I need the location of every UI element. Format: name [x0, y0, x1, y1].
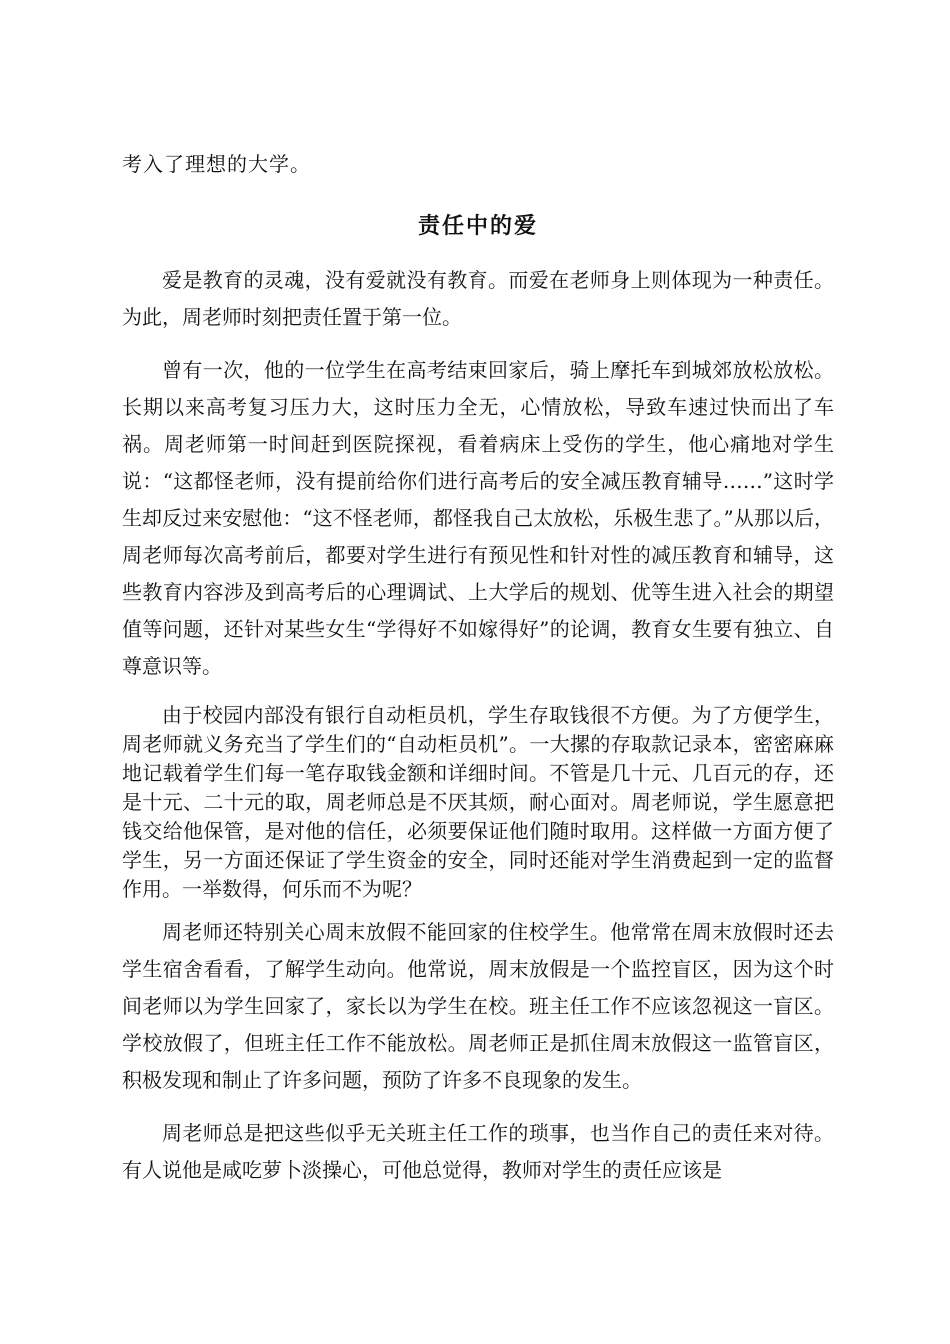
document-body: [122, 148, 834, 1205]
paragraph-1: 爱是教育的灵魂，没有爱就没有教育。而爱在老师身上则体现为一种责任。为此，周老师时刻把责任置于第一位。: [122, 268, 834, 329]
continuation-line: 考入了理想的大学。: [122, 152, 311, 176]
paragraph-4: 周老师还特别关心周末放假不能回家的住校学生。他常常在周末放假时还去学生宿舍看看，了解学生动向。他常说，周末放假是一个监控盲区，因为这个时间老师以为学生回家了，家长以为学生在校。班主任工作不应该忽视这一盲区。学校放假了，但班主任工作不能放松。周老师正是抓住周末放假这一监管盲区，积极发现和制止了许多问题，预防了许多不良现象的发生。: [122, 920, 834, 1092]
paragraph-3: 由于校园内部没有银行自动柜员机，学生存取钱很不方便。为了方便学生，周老师就义务充当了学生们的“自动柜员机”。一大摞的存取款记录本，密密麻麻地记载着学生们每一笔存取钱金额和详细时间。不管是几十元、几百元的存，还是十元、二十元的取，周老师总是不厌其烦，耐心面对。周老师说，学生愿意把钱交给他保管，是对他的信任，必须要保证他们随时取用。这样做一方面方便了学生，另一方面还保证了学生资金的安全，同时还能对学生消费起到一定的监督作用。一举数得，何乐而不为呢？: [122, 703, 834, 901]
section-title: 责任中的爱: [417, 213, 538, 239]
paragraph-2: 曾有一次，他的一位学生在高考结束回家后，骑上摩托车到城郊放松放松。长期以来高考复习压力大，这时压力全无，心情放松，导致车速过快而出了车祸。周老师第一时间赶到医院探视，看着病床上受伤的学生，他心痛地对学生说：“这都怪老师，没有提前给你们进行高考后的安全减压教育辅导……”这时学生却反过来安慰他：“这不怪老师，都怪我自己太放松，乐极生悲了。”从那以后，周老师每次高考前后，都要对学生进行有预见性和针对性的减压教育和辅导，这些教育内容涉及到高考后的心理调试、上大学后的规划、优等生进入社会的期望值等问题，还针对某些女生“学得好不如嫁得好”的论调，教育女生要有独立、自尊意识等。: [122, 358, 834, 678]
paragraph-5: 周老师总是把这些似乎无关班主任工作的琐事，也当作自己的责任来对待。有人说他是咸吃萝卜淡操心，可他总觉得，教师对学生的责任应该是: [122, 1121, 834, 1182]
